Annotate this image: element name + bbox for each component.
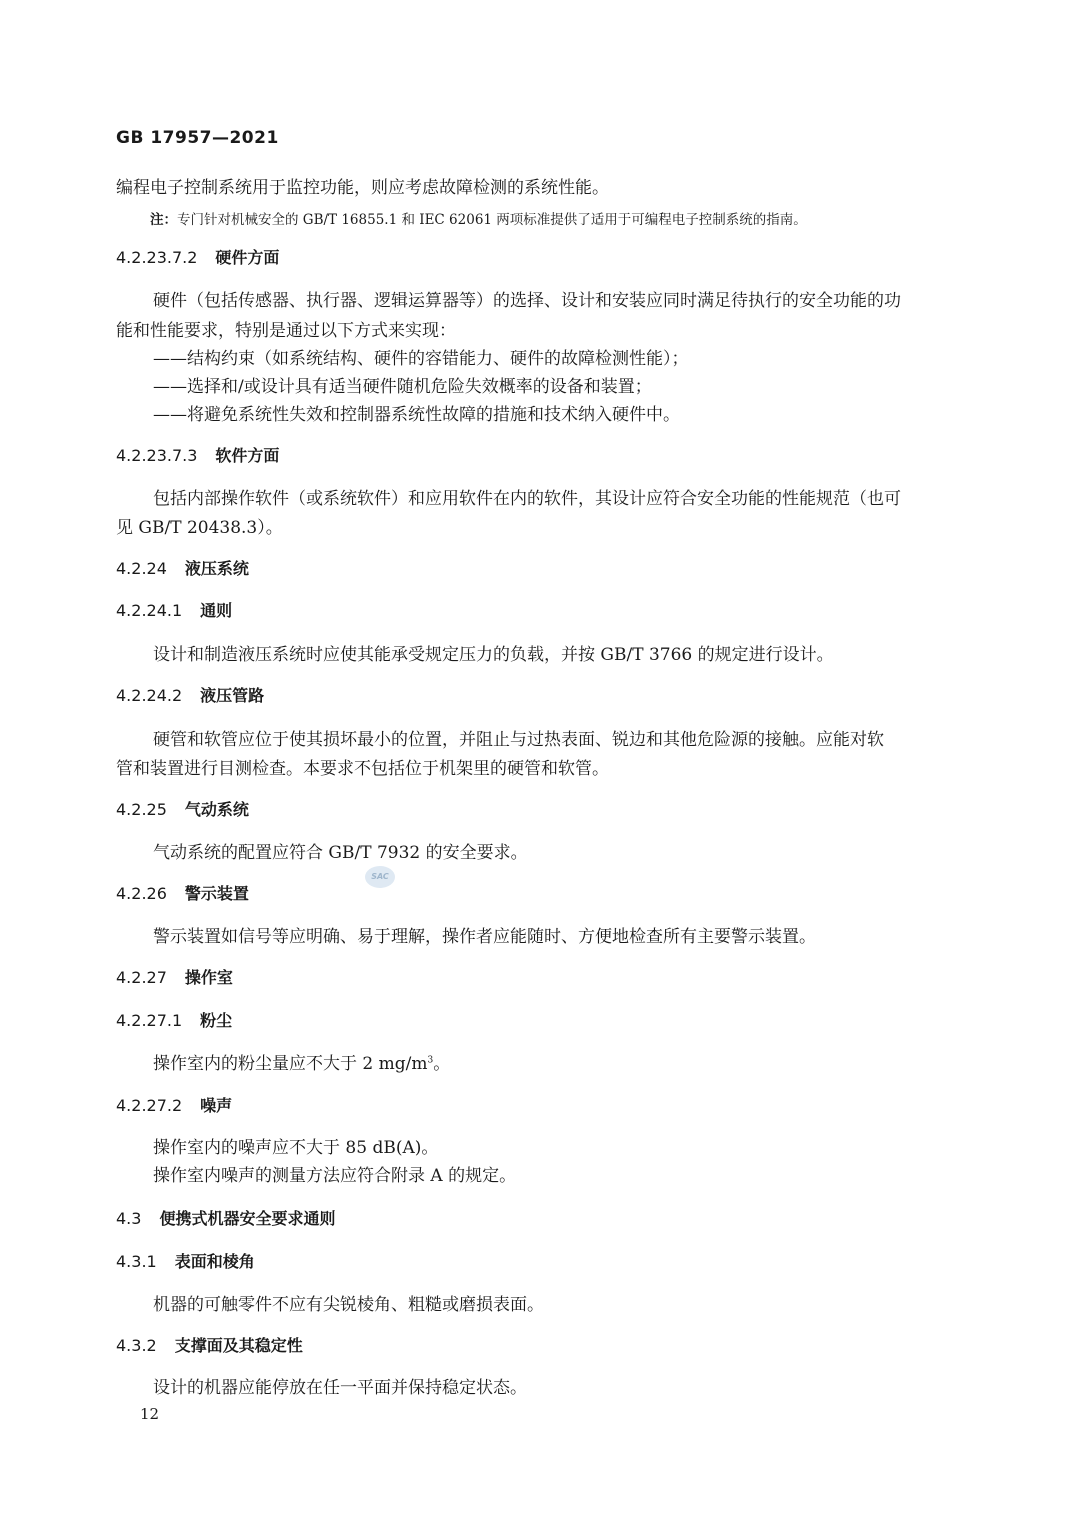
section-number: 4.2.23.7.3 <box>116 446 198 465</box>
section-heading-4-2-25 <box>116 799 249 821</box>
text-run: 。 <box>433 1054 451 1074</box>
section-heading-4-2-27-1 <box>116 1010 232 1032</box>
section-title: 警示装置 <box>184 884 249 903</box>
section-title: 通则 <box>200 601 233 620</box>
section-heading-4-2-24-2 <box>116 685 264 707</box>
section-heading-4-3-1 <box>116 1251 255 1273</box>
section-number: 4.3 <box>116 1209 142 1228</box>
section-title: 液压管路 <box>200 686 265 705</box>
section-number: 4.3.2 <box>116 1336 157 1355</box>
section-title: 表面和棱角 <box>174 1252 255 1271</box>
dash-list-item: ——结构约束（如系统结构、硬件的容错能力、硬件的故障检测性能）； <box>153 349 689 369</box>
paragraph-line: 包括内部操作软件（或系统软件）和应用软件在内的软件，其设计应符合安全功能的性能规范（也可 <box>153 489 901 509</box>
paragraph-line: 硬管和软管应位于使其损坏最小的位置，并阻止与过热表面、锐边和其他危险源的接触。应能对软 <box>153 730 884 750</box>
page-number: 12 <box>140 1405 160 1423</box>
section-heading-4-2-27 <box>116 967 233 989</box>
section-title: 气动系统 <box>184 800 249 819</box>
note-label: 注： <box>150 212 177 228</box>
section-number: 4.2.27.1 <box>116 1011 183 1030</box>
paragraph-line: 见 GB/T 20438.3）。 <box>116 518 283 538</box>
section-heading-4-2-23-7-2 <box>116 247 279 269</box>
section-heading-4-3-2 <box>116 1335 303 1357</box>
section-heading-4-2-24 <box>116 558 249 580</box>
paragraph-line: 警示装置如信号等应明确、易于理解，操作者应能随时、方便地检查所有主要警示装置。 <box>153 927 816 947</box>
sac-watermark-logo: SAC <box>365 866 395 888</box>
note <box>150 209 807 231</box>
section-number: 4.2.23.7.2 <box>116 248 198 267</box>
text-run: 操作室内的粉尘量应不大于 2 mg/m <box>153 1054 428 1074</box>
section-number: 4.2.25 <box>116 800 167 819</box>
section-number: 4.2.24 <box>116 559 167 578</box>
section-heading-4-2-24-1 <box>116 600 232 622</box>
standard-code: GB 17957—2021 <box>116 128 279 148</box>
dash-list-item: ——选择和/或设计具有适当硬件随机危险失效概率的设备和装置； <box>153 377 652 397</box>
section-title: 操作室 <box>184 968 233 987</box>
section-heading-4-2-26 <box>116 883 249 905</box>
paragraph-line <box>153 1053 450 1075</box>
section-number: 4.3.1 <box>116 1252 157 1271</box>
paragraph-line: 设计的机器应能停放在任一平面并保持稳定状态。 <box>153 1378 527 1398</box>
paragraph-line: 操作室内噪声的测量方法应符合附录 A 的规定。 <box>153 1166 517 1186</box>
paragraph-line: 操作室内的噪声应不大于 85 dB(A)。 <box>153 1138 439 1158</box>
section-number: 4.2.26 <box>116 884 167 903</box>
dash-list-item: ——将避免系统性失效和控制器系统性故障的措施和技术纳入硬件中。 <box>153 405 680 425</box>
section-number: 4.2.24.2 <box>116 686 183 705</box>
paragraph-line: 机器的可触零件不应有尖锐棱角、粗糙或磨损表面。 <box>153 1295 544 1315</box>
section-title: 噪声 <box>200 1096 233 1115</box>
section-heading-4-3 <box>116 1208 335 1230</box>
note-text: 专门针对机械安全的 GB/T 16855.1 和 IEC 62061 两项标准提供了适用于可编程电子控制系统的指南。 <box>177 212 807 228</box>
section-number: 4.2.27 <box>116 968 167 987</box>
section-title: 硬件方面 <box>215 248 280 267</box>
section-title: 便携式机器安全要求通则 <box>159 1209 336 1228</box>
superscript: 3 <box>427 1055 434 1066</box>
section-heading-4-2-23-7-3 <box>116 445 279 467</box>
section-title: 粉尘 <box>200 1011 233 1030</box>
section-title: 液压系统 <box>184 559 249 578</box>
paragraph-line: 编程电子控制系统用于监控功能，则应考虑故障检测的系统性能。 <box>116 178 609 198</box>
section-title: 支撑面及其稳定性 <box>174 1336 303 1355</box>
section-number: 4.2.24.1 <box>116 601 183 620</box>
paragraph-line: 硬件（包括传感器、执行器、逻辑运算器等）的选择、设计和安装应同时满足待执行的安全功能的功 <box>153 291 901 311</box>
section-heading-4-2-27-2 <box>116 1095 232 1117</box>
paragraph-line: 管和装置进行目测检查。本要求不包括位于机架里的硬管和软管。 <box>116 759 609 779</box>
section-title: 软件方面 <box>215 446 280 465</box>
section-number: 4.2.27.2 <box>116 1096 183 1115</box>
paragraph-line: 气动系统的配置应符合 GB/T 7932 的安全要求。 <box>153 843 528 863</box>
paragraph-line: 能和性能要求，特别是通过以下方式来实现： <box>116 321 456 341</box>
paragraph-line: 设计和制造液压系统时应使其能承受规定压力的负载，并按 GB/T 3766 的规定进行设计。 <box>153 645 834 665</box>
